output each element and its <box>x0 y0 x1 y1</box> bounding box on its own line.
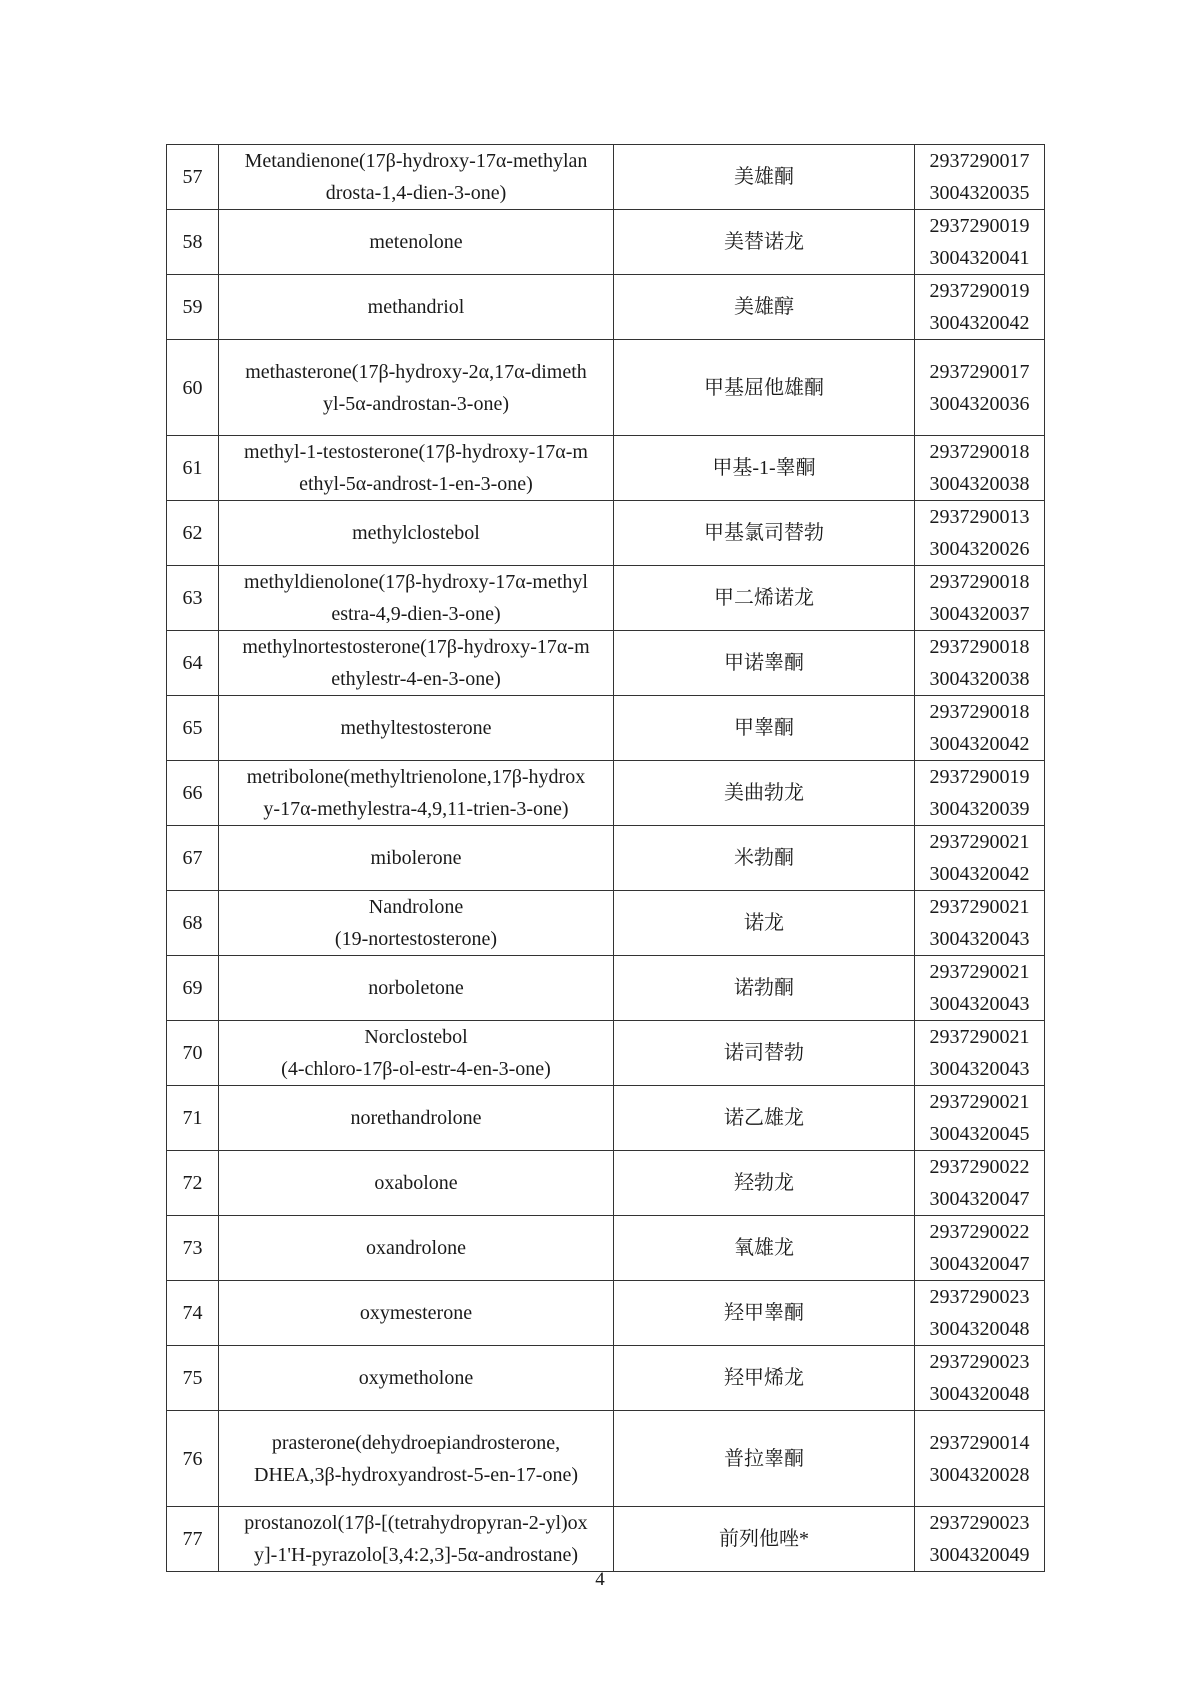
english-name-line: prasterone(dehydroepiandrosterone, <box>271 1431 561 1454</box>
english-name-line: Nandrolone <box>368 896 464 918</box>
tariff-codes <box>915 826 1045 891</box>
english-name-line: ethylestr-4-en-3-one) <box>331 668 501 690</box>
tariff-code: 2937290017 <box>929 150 1030 172</box>
tariff-codes <box>915 1216 1045 1281</box>
row-number: 57 <box>167 145 219 210</box>
tariff-codes <box>915 631 1045 696</box>
tariff-code: 2937290018 <box>929 441 1030 463</box>
row-number: 59 <box>167 275 219 340</box>
table-row <box>167 566 1045 631</box>
chinese-name: 诺勃酮 <box>614 956 915 1021</box>
chinese-name: 甲基-1-睾酮 <box>614 436 915 501</box>
english-name-line: yl-5α-androstan-3-one) <box>323 392 509 415</box>
chinese-name: 甲基氯司替勃 <box>614 501 915 566</box>
tariff-code: 3004320042 <box>929 863 1030 885</box>
tariff-codes <box>915 1346 1045 1411</box>
english-name-line: oxymetholone <box>358 1367 474 1389</box>
english-name-line: metenolone <box>369 231 463 253</box>
tariff-code: 3004320043 <box>929 993 1030 1015</box>
row-number: 65 <box>167 696 219 761</box>
tariff-codes <box>915 1411 1045 1507</box>
table-row <box>167 1086 1045 1151</box>
tariff-code: 3004320047 <box>929 1188 1030 1210</box>
table-row <box>167 826 1045 891</box>
english-name <box>219 956 614 1021</box>
table-row <box>167 145 1045 210</box>
tariff-code: 3004320038 <box>929 473 1030 495</box>
tariff-codes <box>915 761 1045 826</box>
english-name-line: prostanozol(17β-[(tetrahydropyran-2-yl)ox <box>244 1512 588 1534</box>
tariff-code: 3004320045 <box>929 1123 1030 1145</box>
table-row <box>167 1216 1045 1281</box>
english-name <box>219 1346 614 1411</box>
tariff-codes <box>915 1151 1045 1216</box>
chinese-name: 美雄醇 <box>614 275 915 340</box>
chinese-name: 羟甲睾酮 <box>614 1281 915 1346</box>
english-name-line: (4-chloro-17β-ol-estr-4-en-3-one) <box>281 1058 551 1080</box>
table-row <box>167 340 1045 436</box>
english-name-line: drosta-1,4-dien-3-one) <box>325 182 507 204</box>
tariff-codes <box>915 436 1045 501</box>
tariff-code: 2937290019 <box>929 766 1030 788</box>
tariff-code: 2937290021 <box>929 896 1030 918</box>
tariff-code: 3004320041 <box>929 247 1030 269</box>
tariff-codes <box>915 1086 1045 1151</box>
tariff-code: 2937290013 <box>929 506 1030 528</box>
english-name-line: methyltestosterone <box>340 717 492 739</box>
tariff-codes <box>915 340 1045 436</box>
row-number: 73 <box>167 1216 219 1281</box>
english-name <box>219 1216 614 1281</box>
chinese-name: 美曲勃龙 <box>614 761 915 826</box>
english-name-line: (19-nortestosterone) <box>334 928 498 950</box>
table-row <box>167 210 1045 275</box>
chinese-name: 诺乙雄龙 <box>614 1086 915 1151</box>
tariff-codes <box>915 891 1045 956</box>
english-name-line: oxymesterone <box>359 1302 473 1324</box>
row-number: 60 <box>167 340 219 436</box>
english-name <box>219 1086 614 1151</box>
tariff-codes <box>915 275 1045 340</box>
row-number: 69 <box>167 956 219 1021</box>
tariff-code: 2937290018 <box>929 636 1030 658</box>
chinese-name: 甲诺睾酮 <box>614 631 915 696</box>
table-row <box>167 1411 1045 1507</box>
tariff-code: 2937290019 <box>929 280 1030 302</box>
table-row <box>167 631 1045 696</box>
english-name-line: DHEA,3β-hydroxyandrost-5-en-17-one) <box>254 1463 578 1486</box>
table-row <box>167 1346 1045 1411</box>
substance-table-body <box>167 145 1045 1572</box>
english-name <box>219 1411 614 1507</box>
chinese-name: 甲基屈他雄酮 <box>614 340 915 436</box>
chinese-name: 美雄酮 <box>614 145 915 210</box>
tariff-code: 3004320042 <box>929 733 1030 755</box>
tariff-codes <box>915 1281 1045 1346</box>
page-number: 4 <box>595 1569 605 1590</box>
tariff-codes <box>915 145 1045 210</box>
english-name <box>219 275 614 340</box>
row-number: 66 <box>167 761 219 826</box>
chinese-name: 前列他唑* <box>614 1507 915 1572</box>
row-number: 72 <box>167 1151 219 1216</box>
tariff-code: 2937290019 <box>929 215 1030 237</box>
tariff-codes <box>915 696 1045 761</box>
english-name <box>219 891 614 956</box>
english-name-line: methylclostebol <box>352 522 480 544</box>
english-name-line: estra-4,9-dien-3-one) <box>331 603 501 625</box>
tariff-code: 3004320036 <box>929 392 1030 415</box>
tariff-code: 2937290023 <box>929 1286 1030 1308</box>
row-number: 74 <box>167 1281 219 1346</box>
chinese-name: 诺司替勃 <box>614 1021 915 1086</box>
row-number: 76 <box>167 1411 219 1507</box>
tariff-code: 3004320035 <box>929 182 1030 204</box>
tariff-code: 2937290022 <box>929 1156 1030 1178</box>
chinese-name: 甲二烯诺龙 <box>614 566 915 631</box>
table-row <box>167 696 1045 761</box>
table-row <box>167 1281 1045 1346</box>
table-row <box>167 956 1045 1021</box>
tariff-code: 2937290023 <box>929 1351 1030 1373</box>
english-name <box>219 566 614 631</box>
row-number: 61 <box>167 436 219 501</box>
english-name-line: y-17α-methylestra-4,9,11-trien-3-one) <box>263 798 569 820</box>
english-name <box>219 501 614 566</box>
english-name <box>219 1151 614 1216</box>
english-name-line: methyldienolone(17β-hydroxy-17α-methyl <box>244 571 588 593</box>
table-row <box>167 275 1045 340</box>
english-name-line: norboletone <box>368 977 464 999</box>
english-name-line: norethandrolone <box>350 1107 482 1129</box>
english-name-line: oxabolone <box>374 1172 458 1194</box>
english-name-line: methylnortestosterone(17β-hydroxy-17α-m <box>242 636 590 658</box>
table-row <box>167 436 1045 501</box>
english-name-line: mibolerone <box>370 847 462 869</box>
row-number: 62 <box>167 501 219 566</box>
table-row <box>167 1021 1045 1086</box>
tariff-codes <box>915 501 1045 566</box>
tariff-code: 3004320039 <box>929 798 1030 820</box>
english-name-line: y]-1'H-pyrazolo[3,4:2,3]-5α-androstane) <box>254 1544 578 1566</box>
tariff-code: 2937290021 <box>929 1026 1030 1048</box>
english-name <box>219 631 614 696</box>
english-name <box>219 340 614 436</box>
tariff-code: 2937290021 <box>929 831 1030 853</box>
chinese-name: 甲睾酮 <box>614 696 915 761</box>
tariff-code: 2937290018 <box>929 571 1030 593</box>
english-name-line: methasterone(17β-hydroxy-2α,17α-dimeth <box>245 360 587 383</box>
english-name-line: Metandienone(17β-hydroxy-17α-methylan <box>244 150 588 172</box>
row-number: 63 <box>167 566 219 631</box>
chinese-name: 普拉睾酮 <box>614 1411 915 1507</box>
english-name <box>219 210 614 275</box>
english-name-line: metribolone(methyltrienolone,17β-hydrox <box>246 766 586 788</box>
tariff-code: 2937290021 <box>929 1091 1030 1113</box>
tariff-code: 2937290014 <box>929 1431 1030 1454</box>
row-number: 71 <box>167 1086 219 1151</box>
tariff-code: 3004320048 <box>929 1318 1030 1340</box>
chinese-name: 美替诺龙 <box>614 210 915 275</box>
table-row <box>167 891 1045 956</box>
english-name-line: methandriol <box>367 296 465 318</box>
tariff-codes <box>915 566 1045 631</box>
table-row <box>167 501 1045 566</box>
tariff-code: 2937290018 <box>929 701 1030 723</box>
substance-table <box>166 144 1045 1572</box>
row-number: 77 <box>167 1507 219 1572</box>
english-name <box>219 761 614 826</box>
tariff-code: 3004320028 <box>929 1463 1030 1486</box>
english-name <box>219 1507 614 1572</box>
table-row <box>167 1507 1045 1572</box>
english-name-line: ethyl-5α-androst-1-en-3-one) <box>299 473 533 495</box>
tariff-code: 2937290017 <box>929 360 1030 383</box>
tariff-code: 3004320026 <box>929 538 1030 560</box>
row-number: 67 <box>167 826 219 891</box>
chinese-name: 米勃酮 <box>614 826 915 891</box>
english-name <box>219 1021 614 1086</box>
tariff-code: 2937290022 <box>929 1221 1030 1243</box>
row-number: 70 <box>167 1021 219 1086</box>
english-name <box>219 1281 614 1346</box>
english-name-line: Norclostebol <box>364 1026 468 1048</box>
tariff-code: 3004320043 <box>929 1058 1030 1080</box>
tariff-code: 3004320038 <box>929 668 1030 690</box>
chinese-name: 羟甲烯龙 <box>614 1346 915 1411</box>
tariff-code: 3004320048 <box>929 1383 1030 1405</box>
chinese-name: 诺龙 <box>614 891 915 956</box>
chinese-name: 氧雄龙 <box>614 1216 915 1281</box>
row-number: 58 <box>167 210 219 275</box>
tariff-codes <box>915 956 1045 1021</box>
row-number: 75 <box>167 1346 219 1411</box>
tariff-codes <box>915 1021 1045 1086</box>
row-number: 64 <box>167 631 219 696</box>
tariff-codes <box>915 1507 1045 1572</box>
table-row <box>167 761 1045 826</box>
chinese-name: 羟勃龙 <box>614 1151 915 1216</box>
english-name <box>219 436 614 501</box>
english-name-line: oxandrolone <box>366 1237 466 1259</box>
row-number: 68 <box>167 891 219 956</box>
tariff-code: 3004320043 <box>929 928 1030 950</box>
tariff-code: 3004320047 <box>929 1253 1030 1275</box>
table-row <box>167 1151 1045 1216</box>
english-name <box>219 145 614 210</box>
english-name <box>219 826 614 891</box>
tariff-code: 2937290023 <box>929 1512 1030 1534</box>
tariff-code: 3004320042 <box>929 312 1030 334</box>
tariff-code: 3004320037 <box>929 603 1030 625</box>
tariff-code: 3004320049 <box>929 1544 1030 1566</box>
tariff-code: 2937290021 <box>929 961 1030 983</box>
english-name-line: methyl-1-testosterone(17β-hydroxy-17α-m <box>244 441 588 463</box>
english-name <box>219 696 614 761</box>
tariff-codes <box>915 210 1045 275</box>
